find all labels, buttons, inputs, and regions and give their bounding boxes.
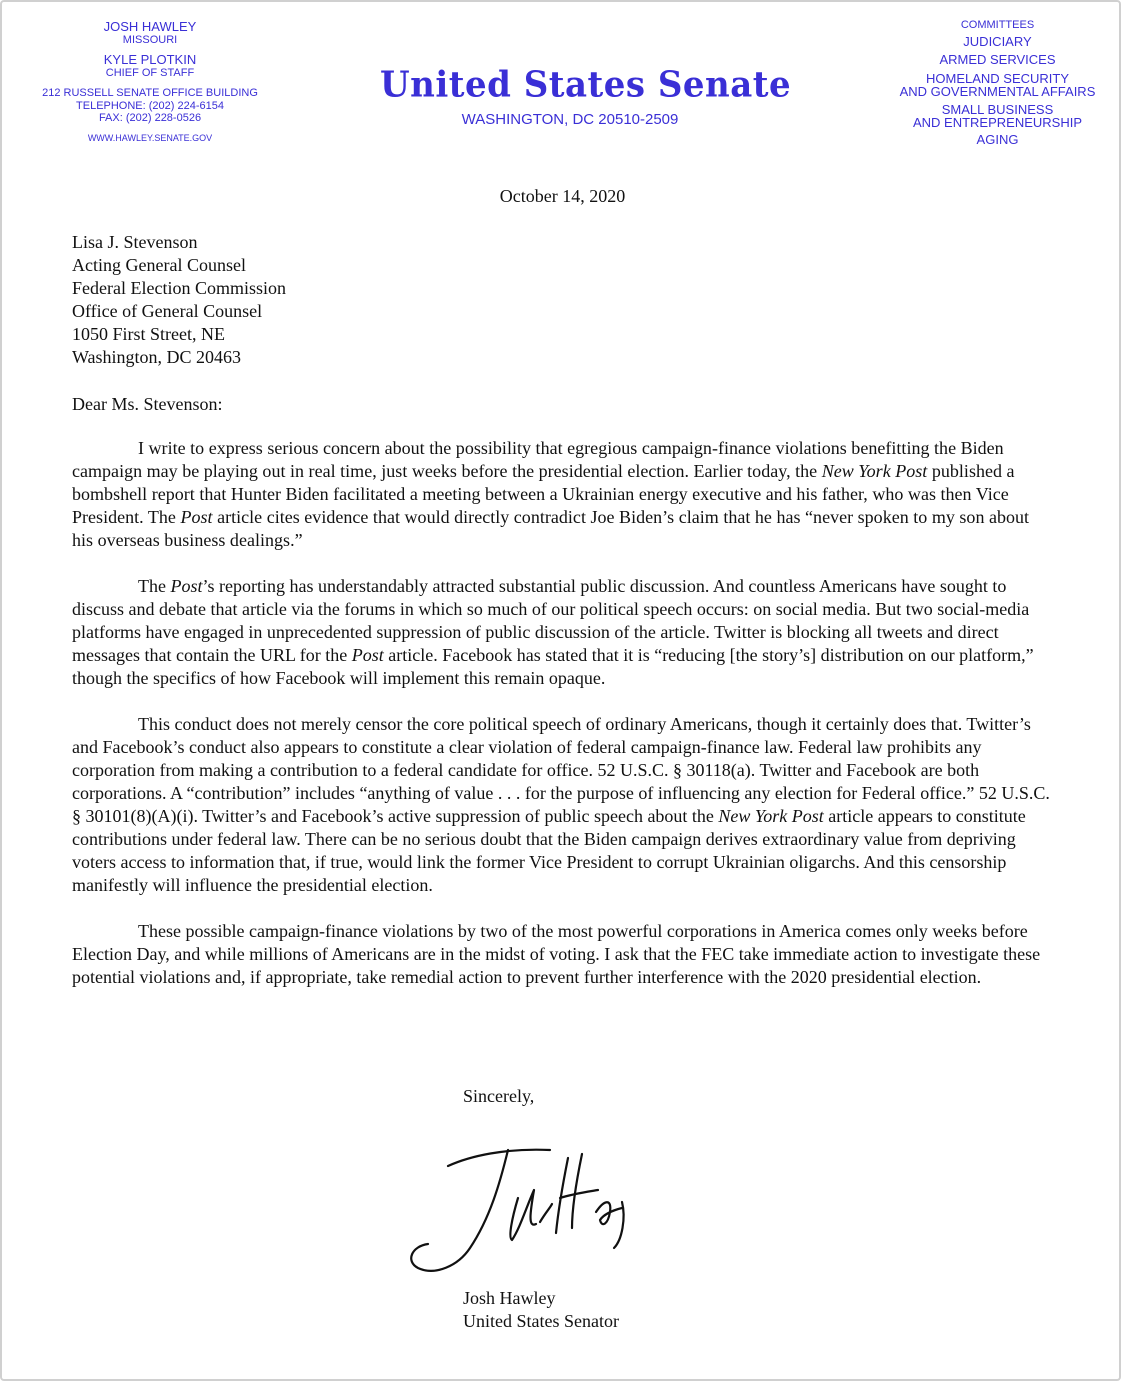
body-text-run: article. Facebook has stated that it is “reducing [the story’s] distribution on our platform,” though the specifics of how Facebook will implement this remain opaque. <box>72 645 1034 688</box>
telephone: TELEPHONE: (202) 224-6154 <box>76 99 224 112</box>
body-text-run: published a bombshell report that Hunter Biden facilitated a meeting between a Ukrainian energy executive and his father, who was then Vice President. The <box>72 461 1015 527</box>
publication-name: New York Post <box>821 461 928 481</box>
website: WWW.HAWLEY.SENATE.GOV <box>87 133 213 144</box>
committee-item: AGING <box>976 131 1019 147</box>
publication-name: Post <box>170 576 203 596</box>
body-paragraph <box>72 713 1054 897</box>
body-paragraph <box>72 437 1054 552</box>
senate-address: WASHINGTON, DC 20510-2509 <box>461 110 679 128</box>
letter-body <box>72 437 1054 1012</box>
committee-item: SMALL BUSINESS <box>941 102 1054 118</box>
signer-title: United States Senator <box>463 1311 619 1331</box>
recipient-block <box>72 231 286 369</box>
body-text-run: This conduct does not merely censor the core political speech of ordinary Americans, though it certainly does that. Twitter’s and Facebook’s conduct also appears to constitute a clear violation of federal campaign-finance law. Federal law prohibits any corporation from making a contribution to a federal candidate for office. 52 U.S.C. § 30118(a). Twitter and Facebook are both corporations. A “contribution” includes “anything of value . . . for the purpose of influencing any election for Federal office.” 52 U.S.C. § 30101(8)(A)(i). Twitter’s and Facebook’s active suppression of public speech about the <box>72 714 1050 826</box>
publication-name: New York Post <box>718 806 824 826</box>
fax: FAX: (202) 228-0526 <box>98 112 202 125</box>
recipient-line: 1050 First Street, NE <box>72 324 225 344</box>
letterhead-left <box>30 20 270 143</box>
committee-item: ARMED SERVICES <box>939 52 1056 68</box>
senator-state: MISSOURI <box>122 33 178 46</box>
body-text-run: The <box>138 576 171 596</box>
recipient-line: Acting General Counsel <box>72 255 246 275</box>
committee-item: JUDICIARY <box>963 34 1032 50</box>
staff-title: CHIEF OF STAFF <box>105 66 195 79</box>
committee-item: AND GOVERNMENTAL AFFAIRS <box>899 83 1096 99</box>
committee-item: AND ENTREPRENEURSHIP <box>912 115 1083 131</box>
publication-name: Post <box>180 507 213 527</box>
body-text-run: I write to express serious concern about the possibility that egregious campaign-finance violations benefitting the Biden campaign may be playing out in real time, just weeks before the presidential election. Earlier today, the <box>72 438 1004 481</box>
body-paragraph <box>72 575 1054 690</box>
signer-block <box>463 1287 619 1333</box>
senator-name: JOSH HAWLEY <box>103 19 197 34</box>
committee-item: HOMELAND SECURITY <box>925 70 1070 86</box>
recipient-line: Lisa J. Stevenson <box>72 232 198 252</box>
signature-image <box>400 1128 640 1288</box>
publication-name: Post <box>351 645 384 665</box>
letterhead-center <box>380 63 792 128</box>
senate-title: United States Senate <box>380 63 792 106</box>
office-address: 212 RUSSELL SENATE OFFICE BUILDING <box>42 87 258 100</box>
letter-date: October 14, 2020 <box>499 186 626 206</box>
body-text-run: article appears to constitute contributions under federal law. There can be no serious doubt that the Biden campaign derives extraordinary value from depriving voters access to information that, if true, would link the former Vice President to corrupt Ukrainian oligarchs. And this censorship manifestly will influence the presidential election. <box>72 806 1026 895</box>
recipient-line: Federal Election Commission <box>72 278 286 298</box>
body-text-run: ’s reporting has understandably attracted substantial public discussion. And countless Americans have sought to discuss and debate that article via the forums in which so much of our political speech occurs: on social media. But two social-media platforms have engaged in unprecedented suppression of public discussion of the article. Twitter is blocking all tweets and direct messages that contain the URL for the <box>72 576 1030 665</box>
committees-heading: COMMITTEES <box>960 19 1035 31</box>
signer-name: Josh Hawley <box>463 1288 556 1308</box>
recipient-line: Office of General Counsel <box>72 301 263 321</box>
salutation: Dear Ms. Stevenson: <box>72 394 223 414</box>
body-text-run: article cites evidence that would directly contradict Joe Biden’s claim that he has “never spoken to my son about his overseas business dealings.” <box>72 507 1030 550</box>
staff-name: KYLE PLOTKIN <box>103 52 197 68</box>
letterhead-right <box>885 20 1110 146</box>
recipient-line: Washington, DC 20463 <box>72 347 242 367</box>
body-paragraph: These possible campaign-finance violations by two of the most powerful corporations in America comes only weeks before Election Day, and while millions of Americans are in the midst of voting. I ask that the FEC take immediate action to investigate these potential violations and, if appropriate, take remedial action to prevent further interference with the 2020 presidential election. <box>72 921 1041 987</box>
closing: Sincerely, <box>463 1086 535 1106</box>
